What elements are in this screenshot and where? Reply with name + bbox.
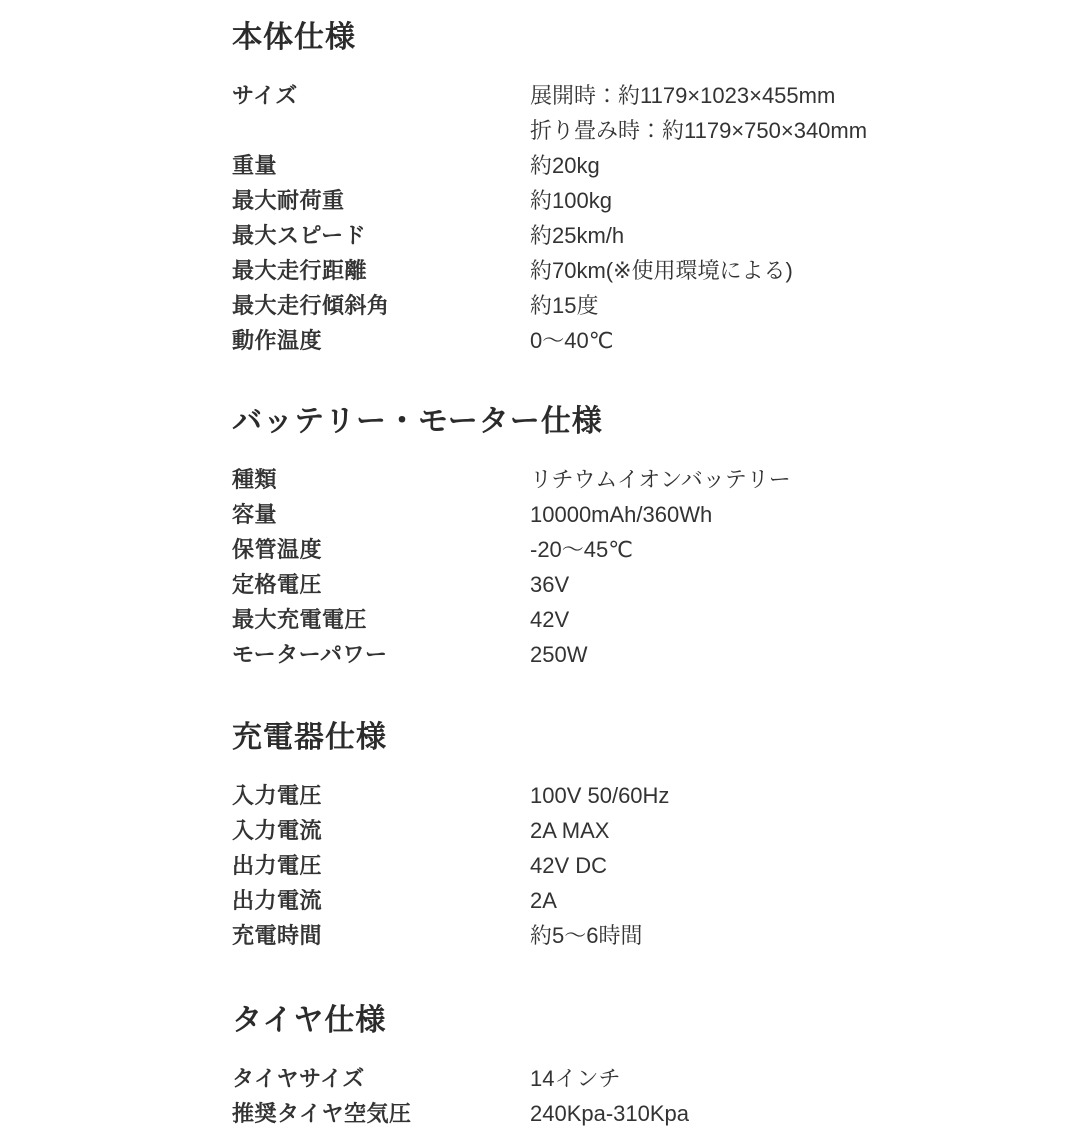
spec-value: 約25km/h	[530, 223, 625, 248]
section-1	[232, 20, 1040, 358]
spec-value: 36V	[530, 572, 570, 597]
spec-row	[232, 148, 1040, 183]
spec-value: 42V	[530, 607, 570, 632]
spec-value: 約5〜6時間	[530, 923, 643, 948]
spec-row	[232, 567, 1040, 602]
spec-values	[530, 813, 1040, 848]
spec-values	[530, 218, 1040, 253]
spec-label: サイズ	[232, 83, 298, 108]
spec-values	[530, 567, 1040, 602]
section-rows	[232, 462, 1040, 672]
spec-row	[232, 288, 1040, 323]
spec-row	[232, 532, 1040, 567]
spec-value: 約20kg	[530, 153, 600, 178]
spec-label: 最大耐荷重	[232, 188, 345, 213]
spec-values	[530, 532, 1040, 567]
spec-values	[530, 78, 1040, 148]
spec-row	[232, 1096, 1040, 1131]
spec-values	[530, 918, 1040, 953]
spec-row	[232, 253, 1040, 288]
spec-label: 保管温度	[232, 537, 323, 562]
spec-label: 最大走行傾斜角	[232, 293, 390, 318]
spec-value: 42V DC	[530, 853, 608, 878]
spec-values	[530, 462, 1040, 497]
spec-value: 2A	[530, 888, 557, 913]
spec-label: 最大走行距離	[232, 258, 368, 283]
spec-values	[530, 1096, 1040, 1131]
section-rows	[232, 78, 1040, 358]
spec-values	[530, 253, 1040, 288]
spec-row	[232, 918, 1040, 953]
section-title: バッテリー・モーター仕様	[232, 405, 603, 438]
spec-label: 定格電圧	[232, 572, 323, 597]
spec-value: 10000mAh/360Wh	[530, 502, 713, 527]
section-3	[232, 720, 1040, 953]
spec-value: -20〜45℃	[530, 537, 633, 562]
spec-row	[232, 883, 1040, 918]
spec-row	[232, 778, 1040, 813]
spec-row	[232, 637, 1040, 672]
spec-label: 最大スピード	[232, 223, 367, 248]
spec-values	[530, 183, 1040, 218]
spec-value: 折り畳み時：約1179×750×340mm	[530, 118, 868, 143]
spec-label: 出力電圧	[232, 853, 323, 878]
spec-value: リチウムイオンバッテリー	[530, 467, 791, 492]
spec-values	[530, 637, 1040, 672]
spec-values	[530, 148, 1040, 183]
spec-label: 出力電流	[232, 888, 323, 913]
spec-label: 種類	[232, 467, 278, 492]
section-rows	[232, 1061, 1040, 1131]
spec-value: 約70km(※使用環境による)	[530, 258, 793, 283]
spec-values	[530, 1061, 1040, 1096]
section-4	[232, 1003, 1040, 1131]
spec-value: 2A MAX	[530, 818, 610, 843]
spec-row	[232, 183, 1040, 218]
spec-row	[232, 78, 1040, 148]
spec-value: 240Kpa-310Kpa	[530, 1101, 690, 1126]
section-2	[232, 404, 1040, 672]
spec-row	[232, 497, 1040, 532]
spec-row	[232, 1061, 1040, 1096]
spec-values	[530, 323, 1040, 358]
spec-label: 充電時間	[232, 923, 323, 948]
section-title: タイヤ仕様	[232, 1004, 387, 1037]
spec-value: 250W	[530, 642, 588, 667]
spec-label: 入力電圧	[232, 783, 323, 808]
spec-values	[530, 883, 1040, 918]
spec-values	[530, 778, 1040, 813]
spec-row	[232, 602, 1040, 637]
spec-row	[232, 323, 1040, 358]
spec-label: 重量	[232, 153, 278, 178]
spec-value: 展開時：約1179×1023×455mm	[530, 83, 836, 108]
spec-label: 動作温度	[232, 328, 323, 353]
spec-row	[232, 462, 1040, 497]
spec-values	[530, 497, 1040, 532]
spec-values	[530, 602, 1040, 637]
spec-value: 14インチ	[530, 1066, 621, 1091]
spec-values	[530, 848, 1040, 883]
spec-label: 最大充電電圧	[232, 607, 368, 632]
spec-row	[232, 848, 1040, 883]
section-rows	[232, 778, 1040, 953]
spec-values	[530, 288, 1040, 323]
spec-label: 入力電流	[232, 818, 323, 843]
section-title: 本体仕様	[232, 21, 356, 54]
spec-row	[232, 218, 1040, 253]
spec-value: 100V 50/60Hz	[530, 783, 670, 808]
spec-value: 約100kg	[530, 188, 612, 213]
section-title: 充電器仕様	[232, 721, 387, 754]
spec-row	[232, 813, 1040, 848]
spec-label: 推奨タイヤ空気圧	[232, 1101, 412, 1126]
spec-label: 容量	[232, 502, 278, 527]
spec-label: モーターパワー	[232, 642, 388, 667]
spec-label: タイヤサイズ	[232, 1066, 365, 1091]
spec-value: 0〜40℃	[530, 328, 614, 353]
spec-value: 約15度	[530, 293, 599, 318]
